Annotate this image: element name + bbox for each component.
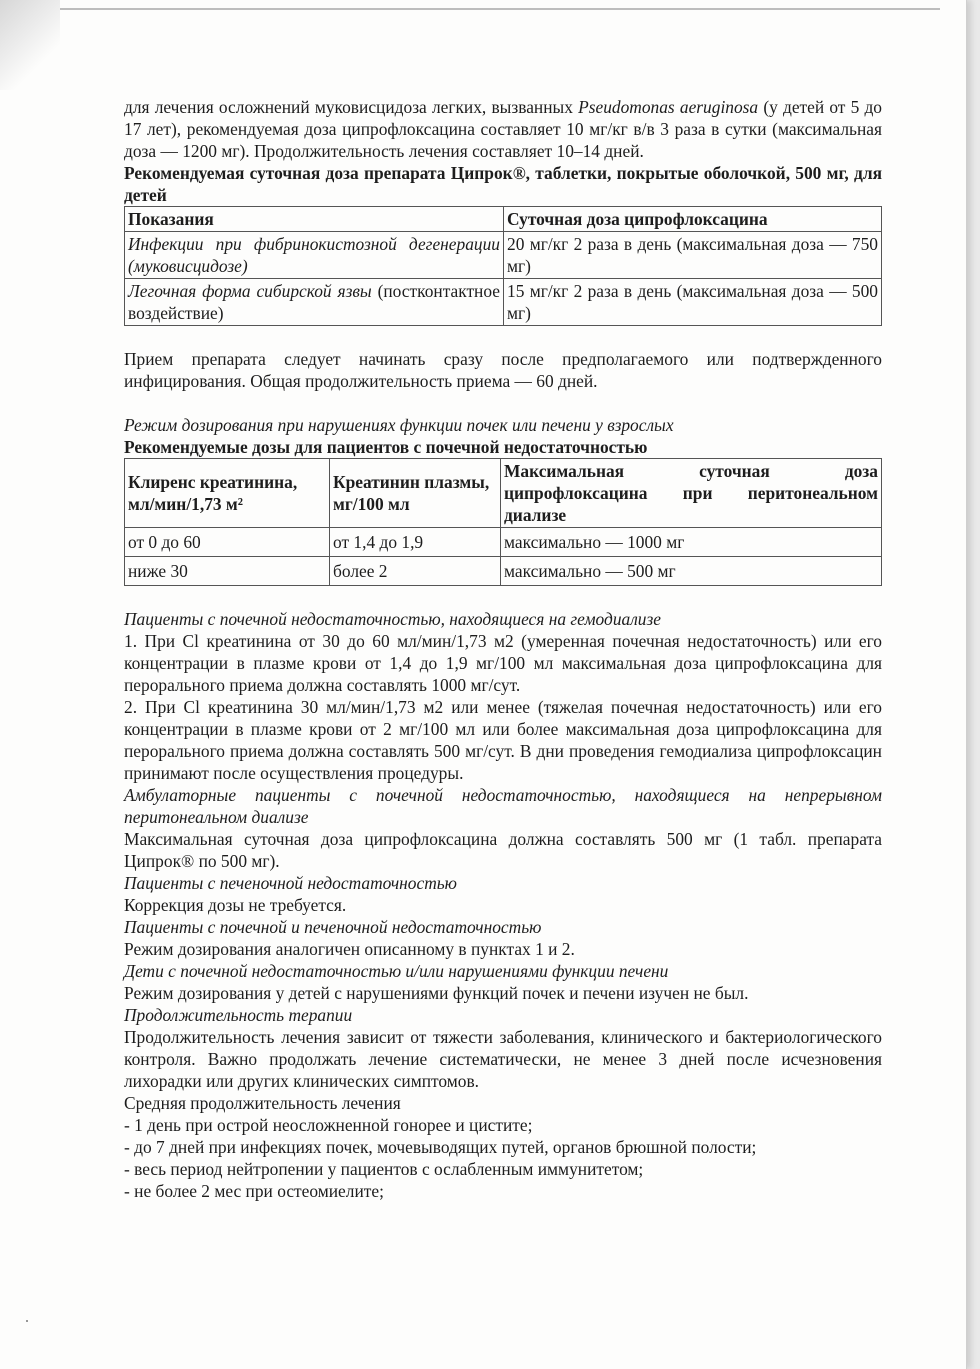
indication-name: Легочная форма сибирской язвы [128,281,372,301]
indication-cell [125,232,504,279]
header-plasma-creatinine: Креатинин плазмы, мг/100 мл [330,459,501,528]
list-item: - 1 день при острой неосложненной гонорее и цистите; [124,1115,533,1135]
table1-title: Рекомендуемая суточная доза препарата Ципрок®, таблетки, покрытые оболочкой, 500 мг, для детей [124,163,882,205]
table-row [125,279,882,326]
page-corner-shadow [0,0,60,90]
indication-cell [125,279,504,326]
list-item: - весь период нейтропении у пациентов с ослабленным иммунитетом; [124,1159,644,1179]
list-item: - до 7 дней при инфекциях почек, мочевыводящих путей, органов брюшной полости; [124,1137,757,1157]
creatinine-cell: более 2 [330,557,501,586]
header-indications: Показания [125,207,504,232]
children-heading: Дети с почечной недостаточностью и/или нарушениями функции печени [124,961,669,981]
hepatic-heading: Пациенты с печеночной недостаточностью [124,873,457,893]
max-dose-cell: максимально — 1000 мг [501,528,882,557]
hemodialysis-heading: Пациенты с почечной недостаточностью, находящиеся на гемодиализе [124,609,661,629]
document-body [124,96,882,1202]
dose-cell: 20 мг/кг 2 раза в день (максимальная доза — 750 мг) [504,232,882,279]
top-edge-line [60,8,940,10]
children-text: Режим дозирования у детей с нарушениями функций почек и печени изучен не был. [124,983,749,1003]
indication-note: (постконтактное воздействие) [128,281,500,323]
renal-dose-table [124,458,882,586]
peritoneal-text: Максимальная суточная доза ципрофлоксацина должна составлять 500 мг (1 табл. препарата Ципрок® по 500 мг). [124,829,882,871]
pathogen-name: Pseudomonas aeruginosa [578,97,759,117]
max-dose-cell: максимально — 500 мг [501,557,882,586]
list-item: - не более 2 мес при остеомиелите; [124,1181,384,1201]
clearance-cell: от 0 до 60 [125,528,330,557]
average-duration-label: Средняя продолжительность лечения [124,1093,401,1113]
scan-speck [26,1320,28,1322]
header-max-dose: Максимальная суточная доза ципрофлоксацина при перитонеальном диализе [501,459,882,528]
dose-cell: 15 мг/кг 2 раза в день (максимальная доза — 500 мг) [504,279,882,326]
intro-paragraph [124,96,882,162]
table2-title: Рекомендуемые дозы для пациентов с почечной недостаточностью [124,437,648,457]
hemodialysis-item-1: 1. При Cl креатинина от 30 до 60 мл/мин/1,73 м2 (умеренная почечная недостаточность) или его концентрации в плазме крови от 1,4 до 1,9 мг/100 мл максимальная доза ципрофлоксацина для перорального приема должна составлять 1000 мг/сут. [124,631,882,695]
renal-section-title: Режим дозирования при нарушениях функции почек или печени у взрослых [124,415,674,435]
creatinine-cell: от 1,4 до 1,9 [330,528,501,557]
hepatic-text: Коррекция дозы не требуется. [124,895,347,915]
intro-text-start: для лечения осложнений муковисцидоза легких, вызванных [124,97,579,117]
treatment-start-paragraph: Прием препарата следует начинать сразу после предполагаемого или подтвержденного инфицирования. Общая продолжительность приема — 60 дней. [124,349,882,391]
renal-hepatic-heading: Пациенты с почечной и печеночной недостаточностью [124,917,542,937]
duration-list [124,1092,882,1202]
table-header-row [125,459,882,528]
renal-hepatic-text: Режим дозирования аналогичен описанному в пунктах 1 и 2. [124,939,575,959]
pediatric-dose-table [124,206,882,326]
duration-text: Продолжительность лечения зависит от тяжести заболевания, клинического и бактериологического контроля. Важно продолжать лечение систематически, не менее 3 дней после исчезновения лихорадки или других клинических симптомов. [124,1027,882,1091]
indication-name: Инфекции при фибринокистозной дегенерации (муковисцидозе) [128,234,500,276]
duration-heading: Продолжительность терапии [124,1005,353,1025]
header-creatinine-clearance: Клиренс креатинина, мл/мин/1,73 м² [125,459,330,528]
header-daily-dose: Суточная доза ципрофлоксацина [504,207,882,232]
table-row [125,557,882,586]
table-row [125,528,882,557]
table-header-row [125,207,882,232]
hemodialysis-item-2: 2. При Cl креатинина 30 мл/мин/1,73 м2 или менее (тяжелая почечная недостаточность) или его концентрации в плазме крови от 2 мг/100 мл или более максимальная доза ципрофлоксацина для перорального приема должна составлять 500 мг/сут. В дни проведения гемодиализа ципрофлоксацин принимают после осуществления процедуры. [124,697,882,783]
peritoneal-heading: Амбулаторные пациенты с почечной недостаточностью, находящиеся на непрерывном перитонеальном диализе [124,785,882,827]
clearance-cell: ниже 30 [125,557,330,586]
table-row [125,232,882,279]
intro-text-end: (у детей от 5 до 17 лет), рекомендуемая доза ципрофлоксацина составляет 10 мг/кг в/в 3 раза в сутки (максимальная доза — 1200 мг). Продолжительность лечения составляет 10–14 дней. [124,97,882,161]
